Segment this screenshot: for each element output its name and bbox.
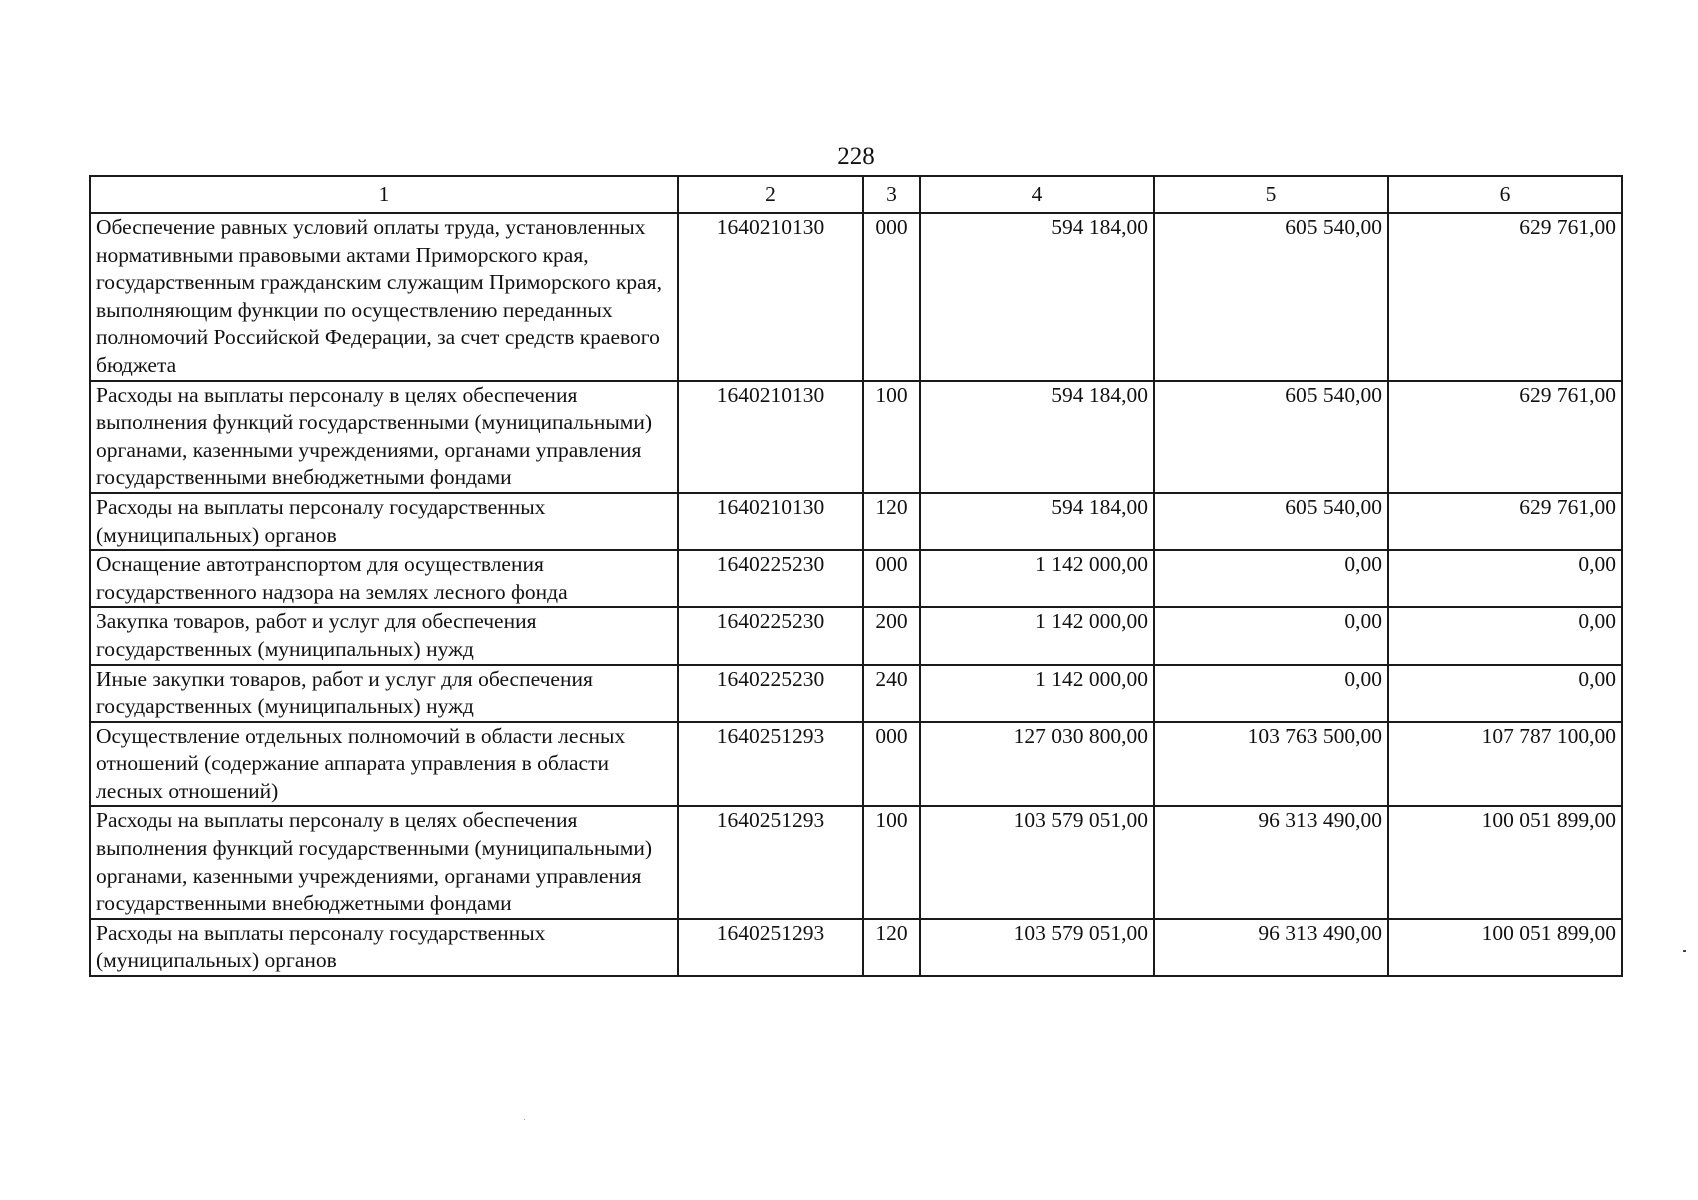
expense-name-cell: Оснащение автотранспортом для осуществления государственного надзора на землях лесного фонда [90,550,678,607]
table-row [90,381,1622,493]
expense-name-cell: Расходы на выплаты персоналу в целях обеспечения выполнения функций государственными (муниципальными) органами, казенными учреждениями, органами управления государственными внебюджетными фондами [90,381,678,493]
amount-cell-col6: 0,00 [1388,665,1622,722]
expense-type-cell: 120 [863,493,920,550]
amount-cell-col4: 1 142 000,00 [920,665,1154,722]
amount-cell-col6: 629 761,00 [1388,493,1622,550]
target-code-cell: 1640251293 [678,806,863,918]
budget-table [89,175,1623,977]
scan-speck [524,1119,525,1120]
target-code-cell: 1640225230 [678,550,863,607]
expense-type-cell: 120 [863,919,920,976]
amount-cell-col4: 103 579 051,00 [920,806,1154,918]
expense-type-cell: 000 [863,722,920,807]
target-code-cell: 1640225230 [678,665,863,722]
expense-name-cell: Расходы на выплаты персоналу государственных (муниципальных) органов [90,493,678,550]
amount-cell-col6: 0,00 [1388,607,1622,664]
table-row [90,806,1622,918]
amount-cell-col5: 605 540,00 [1154,493,1388,550]
amount-cell-col6: 100 051 899,00 [1388,806,1622,918]
scan-speck [1683,950,1686,952]
amount-cell-col4: 103 579 051,00 [920,919,1154,976]
table-row [90,665,1622,722]
amount-cell-col4: 594 184,00 [920,213,1154,381]
amount-cell-col6: 629 761,00 [1388,213,1622,381]
amount-cell-col5: 0,00 [1154,665,1388,722]
table-row [90,919,1622,976]
amount-cell-col6: 0,00 [1388,550,1622,607]
expense-name-cell: Расходы на выплаты персоналу в целях обеспечения выполнения функций государственными (муниципальными) органами, казенными учреждениями, органами управления государственными внебюджетными фондами [90,806,678,918]
column-header-3: 3 [863,176,920,213]
expense-type-cell: 000 [863,550,920,607]
column-header-2: 2 [678,176,863,213]
amount-cell-col6: 100 051 899,00 [1388,919,1622,976]
expense-name-cell: Закупка товаров, работ и услуг для обеспечения государственных (муниципальных) нужд [90,607,678,664]
amount-cell-col4: 1 142 000,00 [920,607,1154,664]
amount-cell-col4: 127 030 800,00 [920,722,1154,807]
amount-cell-col5: 605 540,00 [1154,213,1388,381]
table-row [90,213,1622,381]
target-code-cell: 1640210130 [678,213,863,381]
expense-name-cell: Обеспечение равных условий оплаты труда, установленных нормативными правовыми актами Приморского края, государственным гражданским служащим Приморского края, выполняющим функции по осуществлению переданных полномочий Российской Федерации, за счет средств краевого бюджета [90,213,678,381]
expense-name-cell: Осуществление отдельных полномочий в области лесных отношений (содержание аппарата управления в области лесных отношений) [90,722,678,807]
target-code-cell: 1640225230 [678,607,863,664]
target-code-cell: 1640251293 [678,919,863,976]
expense-type-cell: 000 [863,213,920,381]
column-header-5: 5 [1154,176,1388,213]
amount-cell-col4: 594 184,00 [920,381,1154,493]
expense-type-cell: 100 [863,381,920,493]
column-header-1: 1 [90,176,678,213]
expense-name-cell: Иные закупки товаров, работ и услуг для обеспечения государственных (муниципальных) нужд [90,665,678,722]
amount-cell-col6: 629 761,00 [1388,381,1622,493]
amount-cell-col5: 103 763 500,00 [1154,722,1388,807]
page-number: 228 [837,143,875,170]
amount-cell-col5: 605 540,00 [1154,381,1388,493]
amount-cell-col5: 96 313 490,00 [1154,919,1388,976]
target-code-cell: 1640251293 [678,722,863,807]
amount-cell-col6: 107 787 100,00 [1388,722,1622,807]
column-header-4: 4 [920,176,1154,213]
table-header-row [90,176,1622,213]
expense-type-cell: 240 [863,665,920,722]
target-code-cell: 1640210130 [678,381,863,493]
amount-cell-col4: 594 184,00 [920,493,1154,550]
table-row [90,722,1622,807]
table-row [90,607,1622,664]
amount-cell-col5: 0,00 [1154,607,1388,664]
target-code-cell: 1640210130 [678,493,863,550]
table-row [90,550,1622,607]
column-header-6: 6 [1388,176,1622,213]
amount-cell-col5: 96 313 490,00 [1154,806,1388,918]
amount-cell-col4: 1 142 000,00 [920,550,1154,607]
expense-name-cell: Расходы на выплаты персоналу государственных (муниципальных) органов [90,919,678,976]
table-row [90,493,1622,550]
expense-type-cell: 100 [863,806,920,918]
expense-type-cell: 200 [863,607,920,664]
amount-cell-col5: 0,00 [1154,550,1388,607]
